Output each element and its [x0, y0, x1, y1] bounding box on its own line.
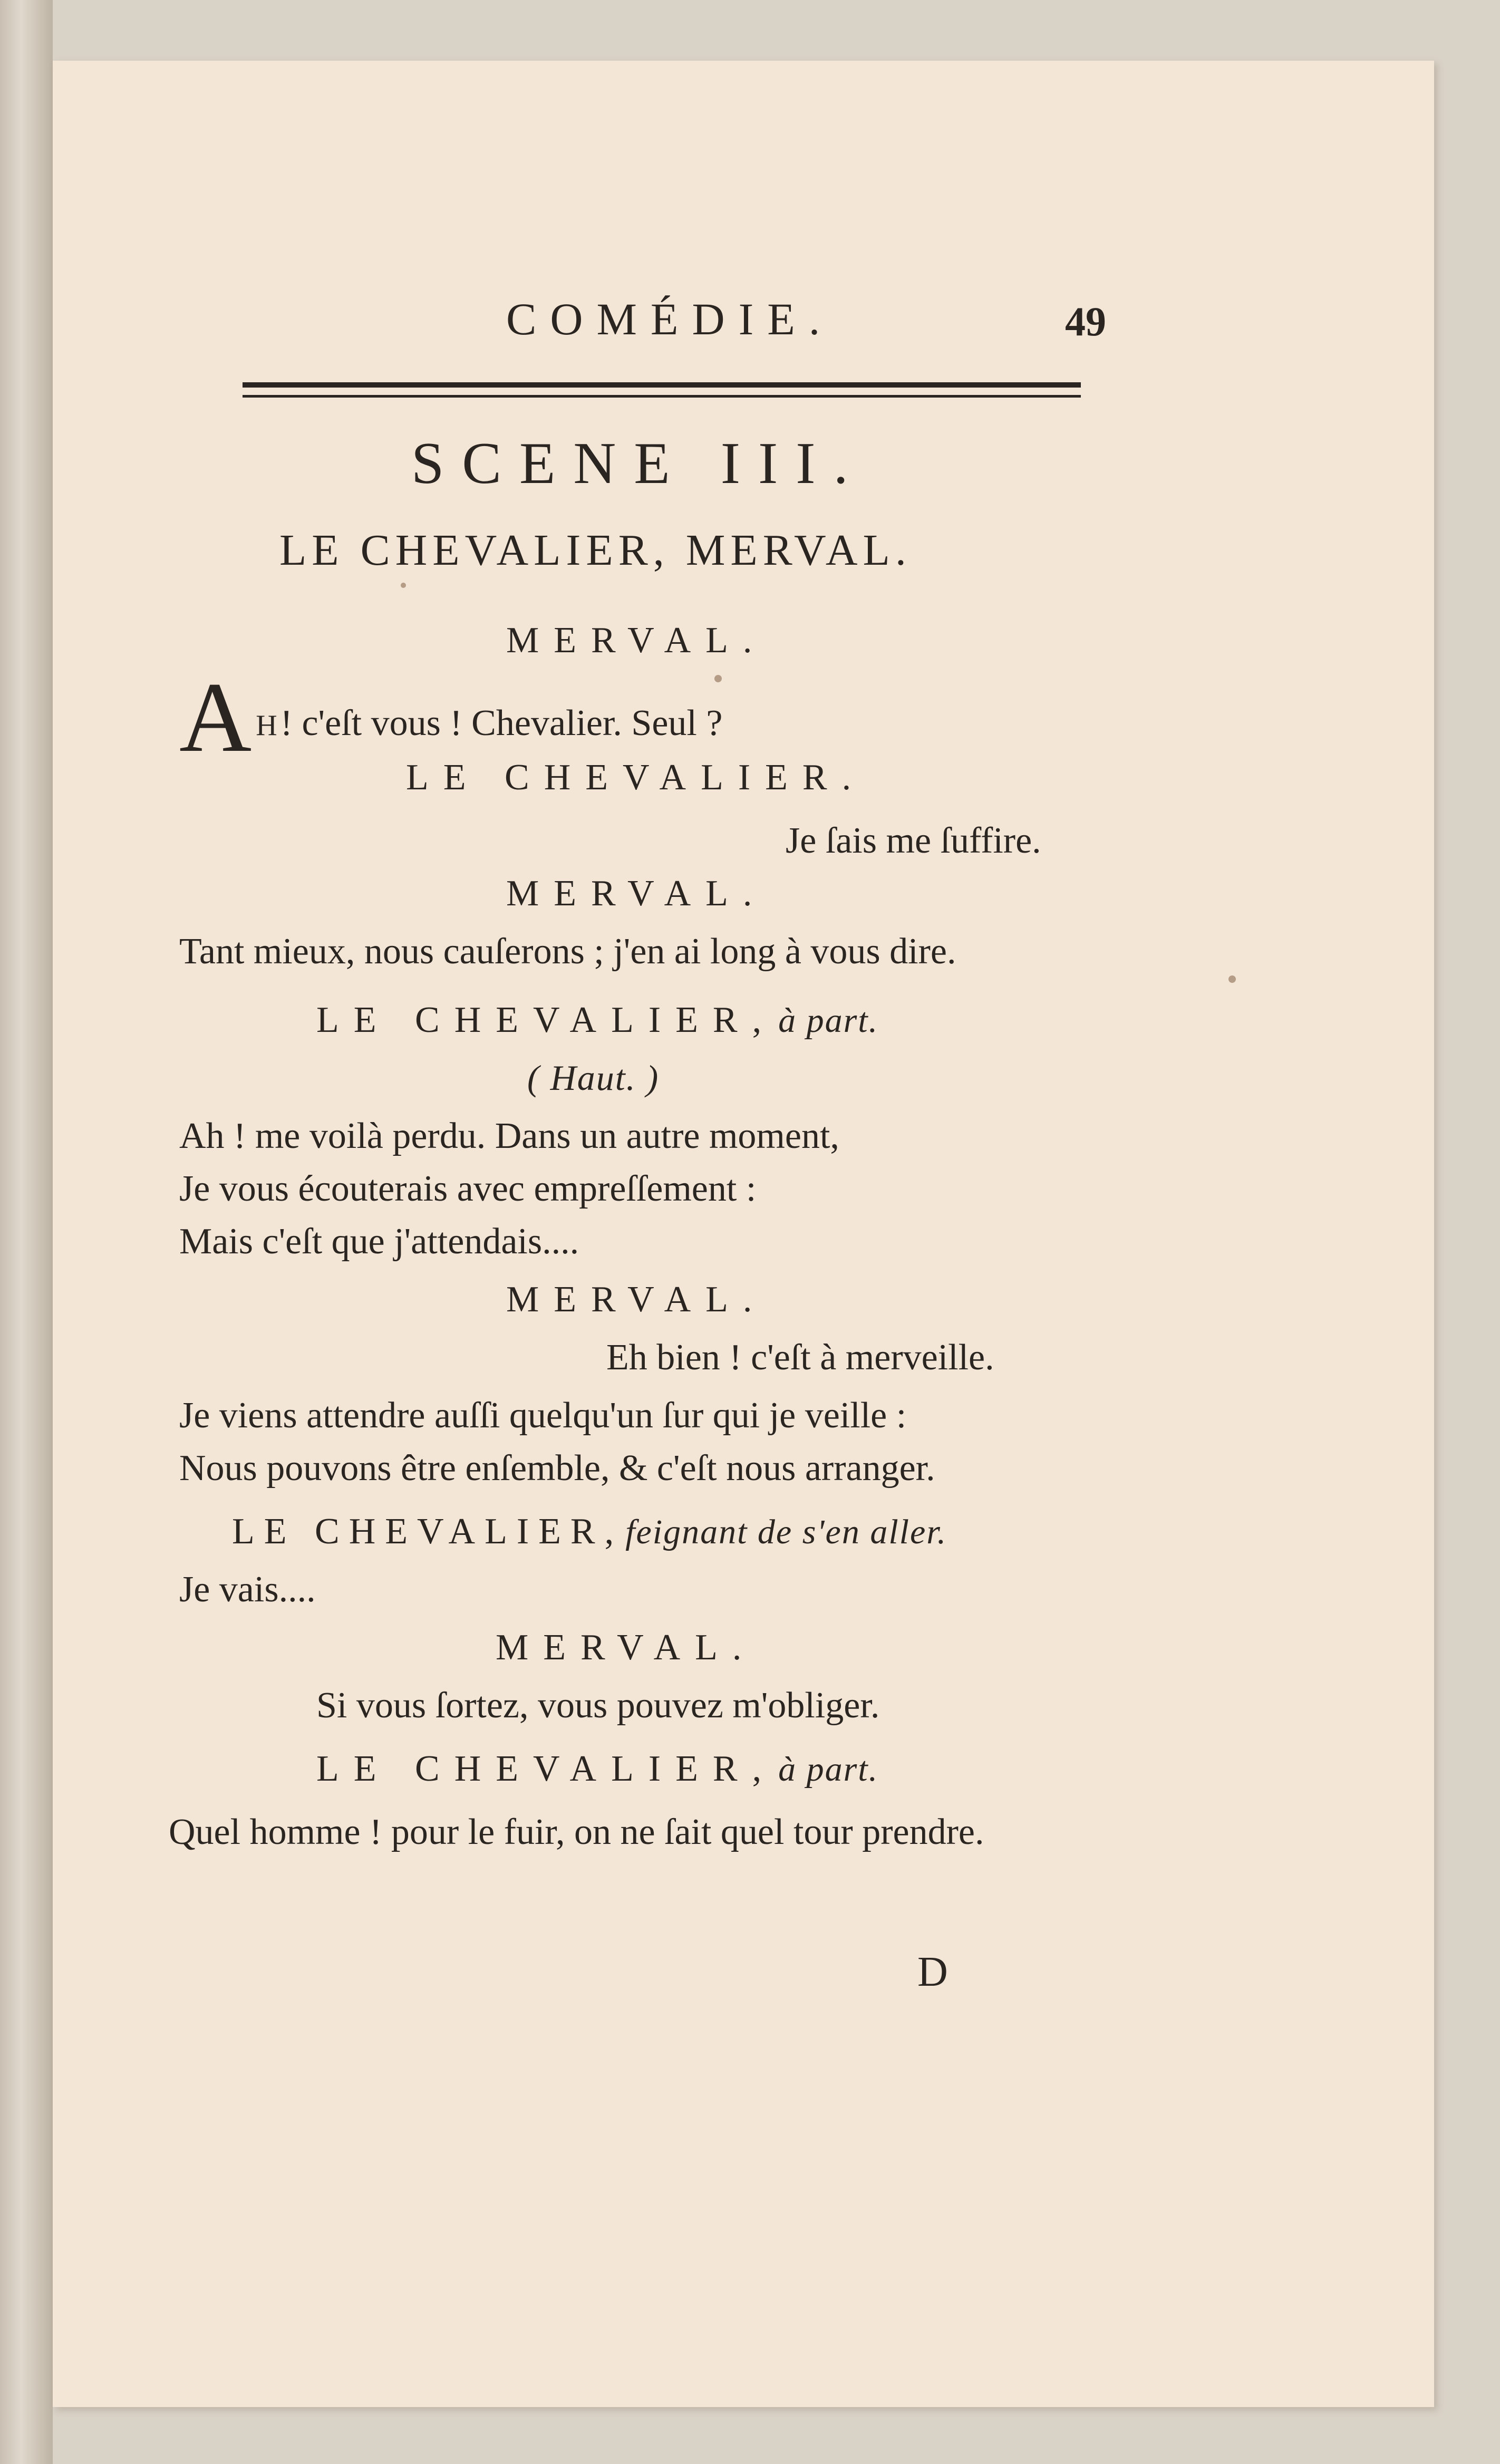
dialogue-line: Mais c'eſt que j'attendais....: [179, 1221, 579, 1262]
speaker-name: LE CHEVALIER,: [316, 1000, 777, 1040]
scene-title: SCENE III.: [411, 431, 866, 496]
scene-characters: LE CHEVALIER, MERVAL.: [279, 526, 912, 575]
ink-speck: [401, 583, 406, 588]
speaker-name: MERVAL.: [496, 1627, 757, 1668]
signature-mark: D: [917, 1949, 948, 1995]
drop-cap: A: [179, 662, 252, 773]
speaker-name: LE CHEVALIER,: [232, 1511, 624, 1552]
dialogue-text: ! c'eſt vous ! Chevalier. Seul ?: [280, 703, 723, 743]
speaker-line: [316, 999, 878, 1041]
ink-speck: [714, 675, 722, 682]
dialogue-line: Je vais....: [179, 1569, 316, 1610]
dialogue-line: Ah ! me voilà perdu. Dans un autre moment,: [179, 1116, 839, 1156]
ink-speck: [1228, 975, 1236, 983]
speaker-name: LE CHEVALIER,: [316, 1748, 777, 1789]
speaker-name: MERVAL.: [506, 1279, 767, 1320]
page-number: 49: [1065, 298, 1106, 344]
page-header: [53, 293, 1434, 356]
stage-direction: feignant de s'en aller.: [625, 1513, 947, 1551]
stage-direction: ( Haut. ): [527, 1058, 660, 1098]
header-rule: [243, 382, 1081, 398]
speaker-name: LE CHEVALIER.: [406, 757, 866, 798]
dialogue-line: Je vous écouterais avec empreſſement :: [179, 1168, 757, 1209]
dialogue-line: Quel homme ! pour le fuir, on ne ſait quel tour prendre.: [169, 1812, 984, 1852]
dialogue-line: Tant mieux, nous cauſerons ; j'en ai long à vous dire.: [179, 931, 956, 972]
speaker-line: [316, 1748, 878, 1790]
small-caps: H: [256, 709, 280, 742]
speaker-name: MERVAL.: [506, 620, 767, 661]
stage-direction: à part.: [778, 1750, 879, 1789]
book-binding: [0, 0, 53, 2464]
speaker-line: [232, 1511, 947, 1553]
dialogue-line: Nous pouvons être enſemble, & c'eſt nous arranger.: [179, 1448, 935, 1489]
dialogue-line: [179, 662, 723, 773]
dialogue-line: Eh bien ! c'eſt à merveille.: [606, 1337, 994, 1378]
speaker-name: MERVAL.: [506, 873, 767, 914]
page: [53, 61, 1434, 2407]
dialogue-line: Je viens attendre auſſi quelqu'un ſur qui je veille :: [179, 1395, 907, 1436]
dialogue-line: Je ſais me ſuffire.: [786, 820, 1041, 861]
dialogue-line: Si vous ſortez, vous pouvez m'obliger.: [316, 1685, 880, 1726]
running-title: COMÉDIE.: [506, 294, 834, 344]
stage-direction: à part.: [778, 1001, 879, 1040]
